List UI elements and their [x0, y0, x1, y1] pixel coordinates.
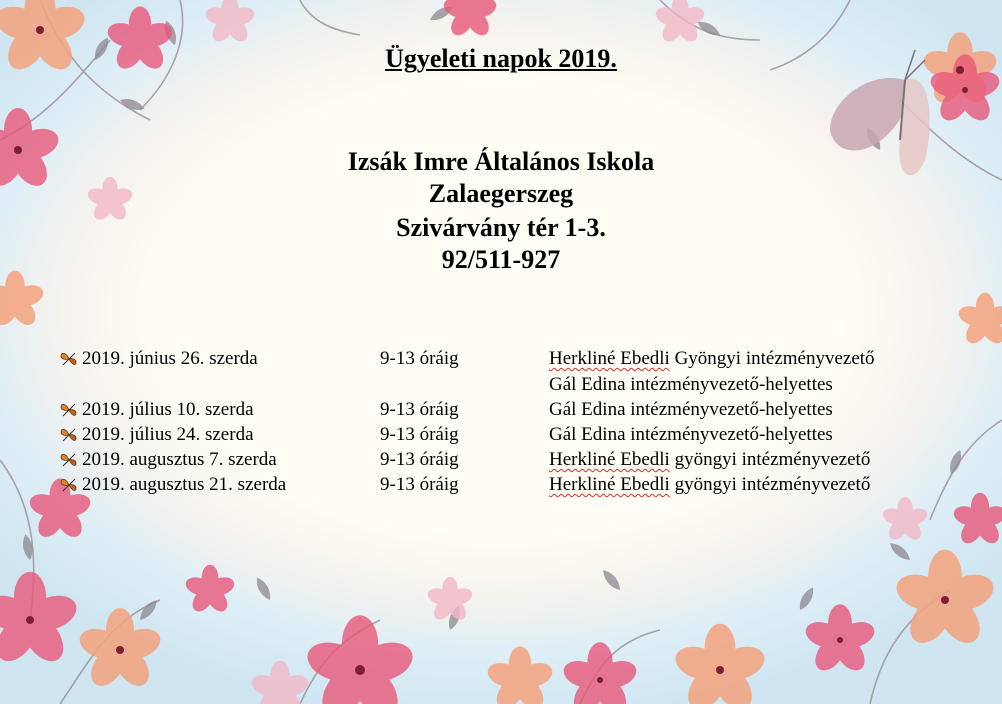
schedule-person-name: Herkliné Ebedli [549, 449, 670, 470]
schedule-row [0, 348, 1002, 373]
schedule-person-role: Gál Edina intézményvezető-helyettes [549, 424, 833, 445]
schedule-time: 9-13 óráig [380, 449, 459, 470]
schedule-time: 9-13 óráig [380, 348, 459, 369]
butterfly-bullet-icon [60, 350, 78, 368]
schedule-person-role: Gál Edina intézményvezető-helyettes [549, 399, 833, 420]
schedule-row [0, 399, 1002, 424]
schedule-person-name: Herkliné Ebedli [549, 348, 670, 369]
schedule-person-role: Gál Edina intézményvezető-helyettes [549, 374, 833, 395]
schedule-person [549, 374, 833, 396]
schedule-person-role: Gyöngyi intézményvezető [669, 348, 875, 369]
schedule-row [0, 474, 1002, 499]
schedule-person [549, 474, 870, 496]
schedule-row [0, 374, 1002, 399]
schedule-person [549, 399, 833, 421]
schedule-time: 9-13 óráig [380, 399, 459, 420]
butterfly-bullet-icon [60, 476, 78, 494]
schedule-person [549, 449, 870, 471]
school-city: Zalaegerszeg [428, 179, 574, 208]
schedule-person-name: Herkliné Ebedli [549, 474, 670, 495]
page-title: Ügyeleti napok 2019. [385, 44, 617, 73]
schedule-date: 2019. július 10. szerda [82, 399, 254, 420]
schedule-date: 2019. augusztus 7. szerda [82, 449, 277, 470]
schedule-person [549, 348, 875, 370]
butterfly-bullet-icon [60, 451, 78, 469]
school-name: Izsák Imre Általános Iskola [347, 147, 655, 176]
school-address: Szivárvány tér 1-3. [396, 213, 606, 242]
schedule-date: 2019. augusztus 21. szerda [82, 474, 287, 495]
schedule-person [549, 424, 833, 446]
schedule-date: 2019. június 26. szerda [82, 348, 258, 369]
butterfly-bullet-icon [60, 426, 78, 444]
schedule-date: 2019. július 24. szerda [82, 424, 254, 445]
schedule-time: 9-13 óráig [380, 474, 459, 495]
schedule-row [0, 424, 1002, 449]
butterfly-bullet-icon [60, 401, 78, 419]
school-phone: 92/511-927 [441, 245, 561, 274]
schedule-person-role: gyöngyi intézményvezető [669, 474, 871, 495]
schedule-person-role: gyöngyi intézményvezető [669, 449, 871, 470]
schedule-row [0, 449, 1002, 474]
schedule-time: 9-13 óráig [380, 424, 459, 445]
